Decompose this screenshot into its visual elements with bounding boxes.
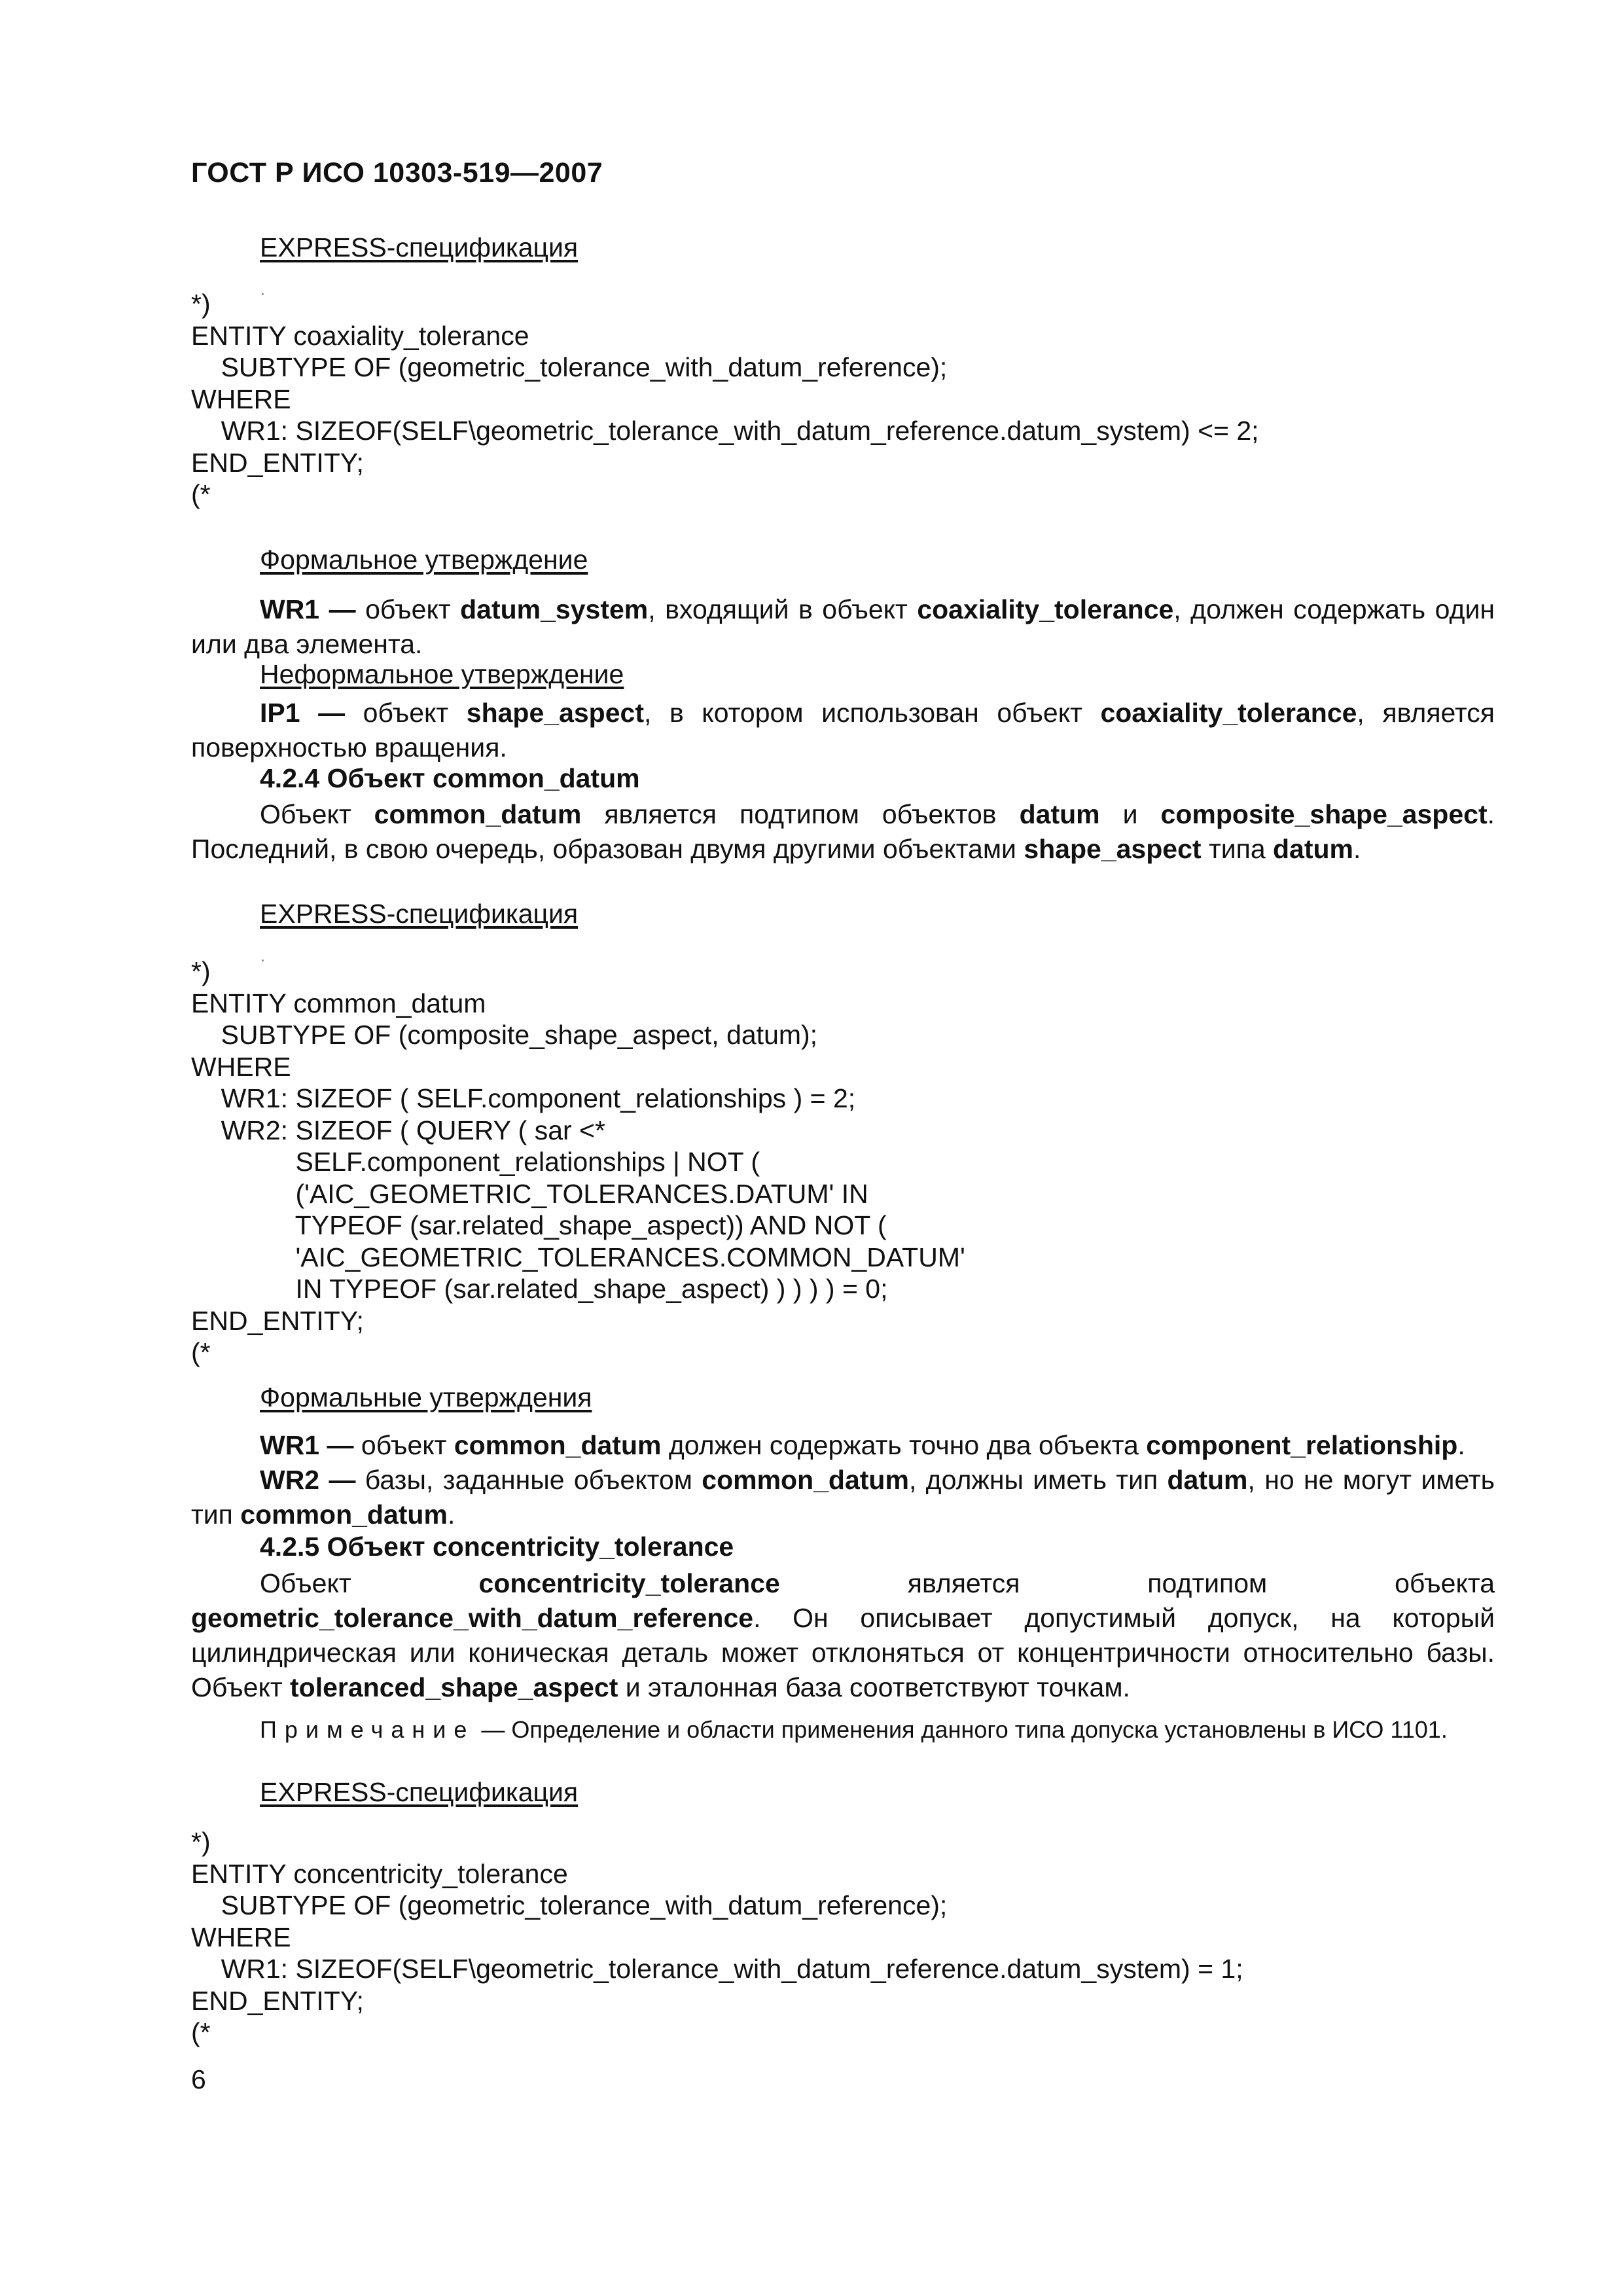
entity-name: toleranced_shape_aspect — [290, 1672, 618, 1702]
text-run: и эталонная база соответствуют точкам. — [618, 1672, 1130, 1702]
entity-name: common_datum — [702, 1465, 909, 1495]
text-run: . — [1457, 1430, 1465, 1460]
informal-statement-label: Неформальное утверждение — [260, 659, 624, 689]
express-code-coaxiality: *) ENTITY coaxiality_tolerance SUBTYPE OF (geometric_tolerance_with_datum_reference); WHERE WR1: SIZEOF(SELF\geometric_tolerance_with_datum_reference.datum_system) <= 2; END_ENTITY; (* — [191, 289, 1259, 509]
express-spec-label: EXPRESS-спецификация — [260, 899, 579, 929]
entity-name: common_datum — [374, 799, 582, 829]
entity-name: concentricity_tolerance — [478, 1568, 780, 1598]
note-paragraph — [260, 1716, 1448, 1744]
rule-label: WR1 — — [260, 594, 356, 624]
rule-label: WR2 — — [260, 1465, 356, 1495]
section-heading-4-2-4: 4.2.4 Объект common_datum — [260, 763, 640, 793]
text-run: , является поверхностью вращения. — [191, 698, 1495, 762]
text-run: является подтипом объектов — [581, 799, 1020, 829]
entity-name: coaxiality_tolerance — [917, 594, 1174, 624]
formal-statements-label: Формальные утверждения — [260, 1382, 592, 1412]
rule-label: IP1 — — [260, 698, 346, 728]
text-run: объект — [345, 698, 467, 728]
text-run: объект — [355, 594, 461, 624]
text-run: базы, заданные объектом — [355, 1465, 702, 1495]
text-run: , входящий в объект — [648, 594, 918, 624]
express-code-concentricity: *) ENTITY concentricity_tolerance SUBTYPE OF (geometric_tolerance_with_datum_reference); WHERE WR1: SIZEOF(SELF\geometric_tolerance_with_datum_reference.datum_system) = 1; END_ENTITY; (* — [191, 1827, 1243, 2047]
entity-name: component_relationship — [1146, 1430, 1458, 1460]
paragraph-concentricity-tolerance — [191, 1566, 1495, 1705]
note-text: — Определение и области применения данного типа допуска установлены в ИСО 1101. — [474, 1716, 1448, 1743]
text-run: . — [1353, 834, 1361, 864]
entity-name: geometric_tolerance_with_datum_reference — [191, 1603, 754, 1633]
paragraph-common-datum — [191, 797, 1495, 867]
document-header: ГОСТ Р ИСО 10303-519—2007 — [191, 157, 603, 188]
entity-name: datum — [1273, 834, 1354, 864]
section-heading-4-2-5: 4.2.5 Объект concentricity_tolerance — [260, 1532, 734, 1562]
entity-name: composite_shape_aspect — [1160, 799, 1488, 829]
entity-name: datum_system — [460, 594, 649, 624]
entity-name: shape_aspect — [1024, 834, 1202, 864]
text-run: , но не могут иметь тип — [191, 1465, 1495, 1530]
entity-name: common_datum — [454, 1430, 662, 1460]
entity-name: coaxiality_tolerance — [1100, 698, 1357, 728]
entity-name: common_datum — [240, 1499, 448, 1530]
text-run: является подтипом объекта — [779, 1568, 1495, 1598]
text-run: . Последний, в свою очередь, образован двумя другими объектами — [191, 799, 1495, 864]
note-label: Примечание — [260, 1716, 475, 1743]
entity-name: shape_aspect — [466, 698, 644, 728]
text-run: Объект — [260, 799, 374, 829]
express-spec-label: EXPRESS-спецификация — [260, 232, 579, 262]
rule-ip1-coaxiality — [191, 696, 1495, 765]
text-run: , в котором использован объект — [644, 698, 1101, 728]
text-run: объект — [353, 1430, 454, 1460]
express-code-common-datum: *) ENTITY common_datum SUBTYPE OF (composite_shape_aspect, datum); WHERE WR1: SIZEOF ( SELF.component_relationships ) = 2; WR2: SIZEOF ( QUERY ( sar <* SELF.component_relationships | NOT ( ('AIC_GEOMETRIC_TOLERANCES.DATUM' IN TYPEOF (sar.related_shape_aspect)) AND NOT ( 'AIC_GEOMETRIC_TOLERANCES.COMMON_DATUM' IN TYPEOF (sar.related_shape_aspect) ) ) ) ) = 0; END_ENTITY; (* — [191, 956, 965, 1367]
text-run: Объект — [260, 1568, 479, 1598]
express-spec-label: EXPRESS-спецификация — [260, 1777, 579, 1807]
rule-wr2-common-datum — [191, 1463, 1495, 1532]
text-run: . — [447, 1499, 455, 1530]
entity-name: datum — [1167, 1465, 1248, 1495]
text-run: типа — [1201, 834, 1274, 864]
text-run: . Он описывает допустимый допуск, на который цилиндрическая или коническая деталь может отклоняться от концентричности относительно базы. Объект — [191, 1603, 1495, 1702]
formal-statement-label: Формальное утверждение — [260, 545, 588, 575]
rule-label: WR1 — — [260, 1430, 354, 1460]
page-number: 6 — [191, 2064, 206, 2094]
text-run: , должны иметь тип — [908, 1465, 1168, 1495]
rule-wr1-coaxiality — [191, 592, 1495, 662]
rule-wr1-common-datum — [191, 1428, 1495, 1463]
text-run: , должен содержать один или два элемента. — [191, 594, 1495, 659]
text-run: должен содержать точно два объекта — [661, 1430, 1147, 1460]
text-run: и — [1099, 799, 1161, 829]
entity-name: datum — [1019, 799, 1100, 829]
